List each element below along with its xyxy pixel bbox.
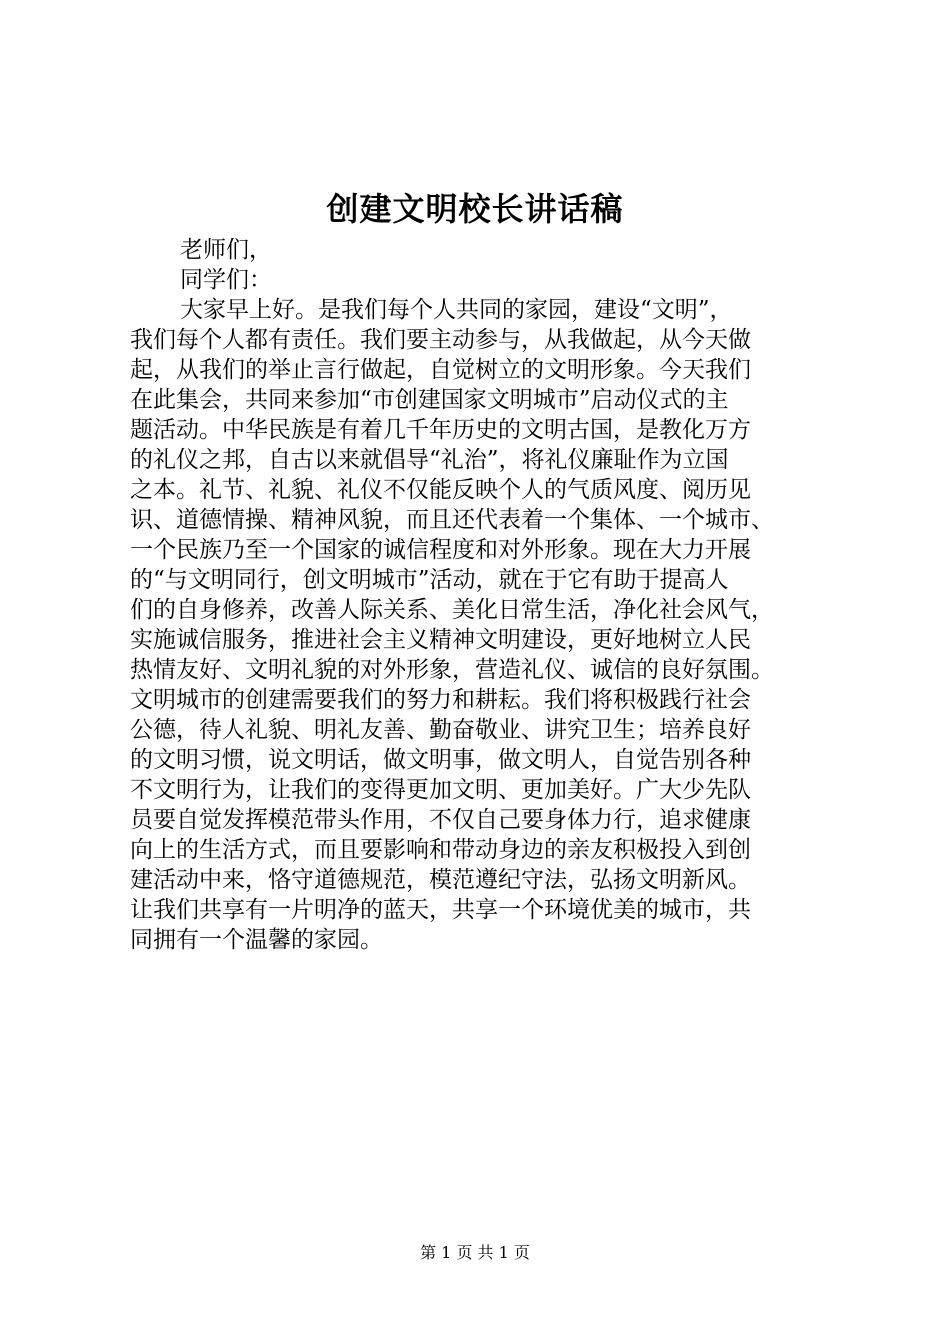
paragraph-line: 我们每个人都有责任。我们要主动参与，从我做起，从今天做 bbox=[130, 327, 751, 353]
paragraph-line: 识、道德情操、精神风貌，而且还代表着一个集体、一个城市、 bbox=[130, 507, 774, 533]
paragraph-line: 向上的生活方式，而且要影响和带动身边的亲友积极投入到创 bbox=[130, 837, 751, 863]
paragraph-line: 一个民族乃至一个国家的诚信程度和对外形象。现在大力开展 bbox=[130, 537, 751, 563]
salutation-students: 同学们： bbox=[180, 267, 272, 293]
paragraph-line: 在此集会，共同来参加“市创建国家文明城市”启动仪式的主 bbox=[130, 387, 729, 413]
salutation-teachers: 老师们， bbox=[180, 237, 272, 263]
page-number-footer: 第 1 页 共 1 页 bbox=[420, 1243, 530, 1262]
paragraph-line: 同拥有一个温馨的家园。 bbox=[130, 927, 383, 953]
paragraph-line: 之本。礼节、礼貌、礼仪不仅能反映个人的气质风度、阅历见 bbox=[130, 477, 751, 503]
paragraph-line: 员要自觉发挥模范带头作用，不仅自己要身体力行，追求健康 bbox=[130, 807, 751, 833]
paragraph-line: 实施诚信服务，推进社会主义精神文明建设，更好地树立人民 bbox=[130, 627, 751, 653]
paragraph-line: 的礼仪之邦，自古以来就倡导“礼治”，将礼仪廉耻作为立国 bbox=[130, 447, 729, 473]
paragraph-line: 热情友好、文明礼貌的对外形象，营造礼仪、诚信的良好氛围。 bbox=[130, 657, 774, 683]
paragraph-line: 公德，待人礼貌、明礼友善、勤奋敬业、讲究卫生；培养良好 bbox=[130, 717, 751, 743]
paragraph-line: 的文明习惯，说文明话，做文明事，做文明人，自觉告别各种 bbox=[130, 747, 751, 773]
paragraph-line: 文明城市的创建需要我们的努力和耕耘。我们将积极践行社会 bbox=[130, 687, 751, 713]
paragraph-line: 起，从我们的举止言行做起，自觉树立的文明形象。今天我们 bbox=[130, 357, 751, 383]
paragraph-line: 题活动。中华民族是有着几千年历史的文明古国，是教化万方 bbox=[130, 417, 751, 443]
paragraph-line: 的“与文明同行，创文明城市”活动，就在于它有助于提高人 bbox=[130, 567, 729, 593]
paragraph-line: 建活动中来，恪守道德规范，模范遵纪守法，弘扬文明新风。 bbox=[130, 867, 751, 893]
document-title: 创建文明校长讲话稿 bbox=[326, 190, 624, 228]
paragraph-line: 不文明行为，让我们的变得更加文明、更加美好。广大少先队 bbox=[130, 777, 751, 803]
paragraph-line: 让我们共享有一片明净的蓝天，共享一个环境优美的城市，共 bbox=[130, 897, 751, 923]
paragraph-line: 大家早上好。是我们每个人共同的家园，建设“文明”， bbox=[180, 297, 733, 323]
paragraph-line: 们的自身修养，改善人际关系、美化日常生活，净化社会风气， bbox=[130, 597, 774, 623]
document-body bbox=[130, 235, 850, 955]
